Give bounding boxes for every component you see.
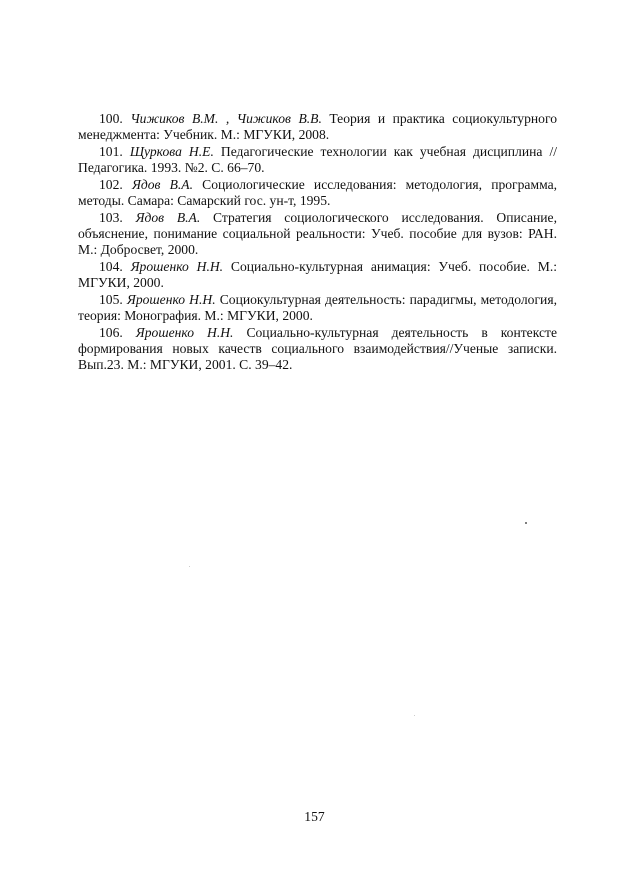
scan-speck [414, 715, 415, 716]
entry-author: Ядов В.А. [135, 210, 201, 225]
entry-author: Чижиков В.М. , Чижиков В.В. [130, 111, 322, 126]
entry-author: Ярошенко Н.Н. [126, 292, 216, 307]
bibliography-entry [78, 111, 557, 143]
entry-number: 102. [99, 177, 123, 192]
entry-text: Стратегия социологического исследования. Описание, объяснение, понимание социальной реальности: Учеб. пособие для вузов: РАН. М.: Добросвет, 2000. [78, 210, 557, 257]
scan-speck [525, 522, 527, 524]
entry-author: Ядов В.А. [131, 177, 194, 192]
entry-author: Ярошенко Н.Н. [130, 259, 224, 274]
bibliography-list [78, 111, 557, 374]
entry-number: 100. [99, 111, 123, 126]
entry-text: Социологические исследования: методология, программа, методы. Самара: Самарский гос. ун-т, 1995. [78, 177, 558, 208]
entry-text: Педагогические технологии как учебная дисциплина // Педагогика. 1993. №2. С. 66–70. [78, 144, 557, 175]
entry-number: 105. [99, 292, 123, 307]
entry-number: 103. [99, 210, 123, 225]
page-number: 157 [304, 809, 325, 824]
bibliography-entry [78, 210, 557, 258]
bibliography-entry [78, 144, 557, 176]
bibliography-entry [78, 292, 557, 324]
entry-author: Ярошенко Н.Н. [135, 325, 234, 340]
bibliography-entry [78, 259, 557, 291]
entry-number: 106. [99, 325, 123, 340]
entry-text: Социокультурная деятельность: парадигмы, методология, теория: Монография. М.: МГУКИ, 2000. [78, 292, 557, 323]
entry-text: Теория и практика социокультурного менеджмента: Учебник. М.: МГУКИ, 2008. [78, 111, 557, 142]
entry-text: Социально-культурная деятельность в контексте формирования новых качеств социального взаимодействия//Ученые записки. Вып.23. М.: МГУКИ, 2001. С. 39–42. [78, 325, 557, 372]
entry-author: Щуркова Н.Е. [129, 144, 214, 159]
bibliography-entry [78, 325, 557, 373]
bibliography-entry [78, 177, 557, 209]
entry-number: 104. [99, 259, 123, 274]
entry-number: 101. [99, 144, 123, 159]
entry-text: Социально-культурная анимация: Учеб. пособие. М.: МГУКИ, 2000. [78, 259, 557, 290]
scan-speck [189, 566, 190, 567]
